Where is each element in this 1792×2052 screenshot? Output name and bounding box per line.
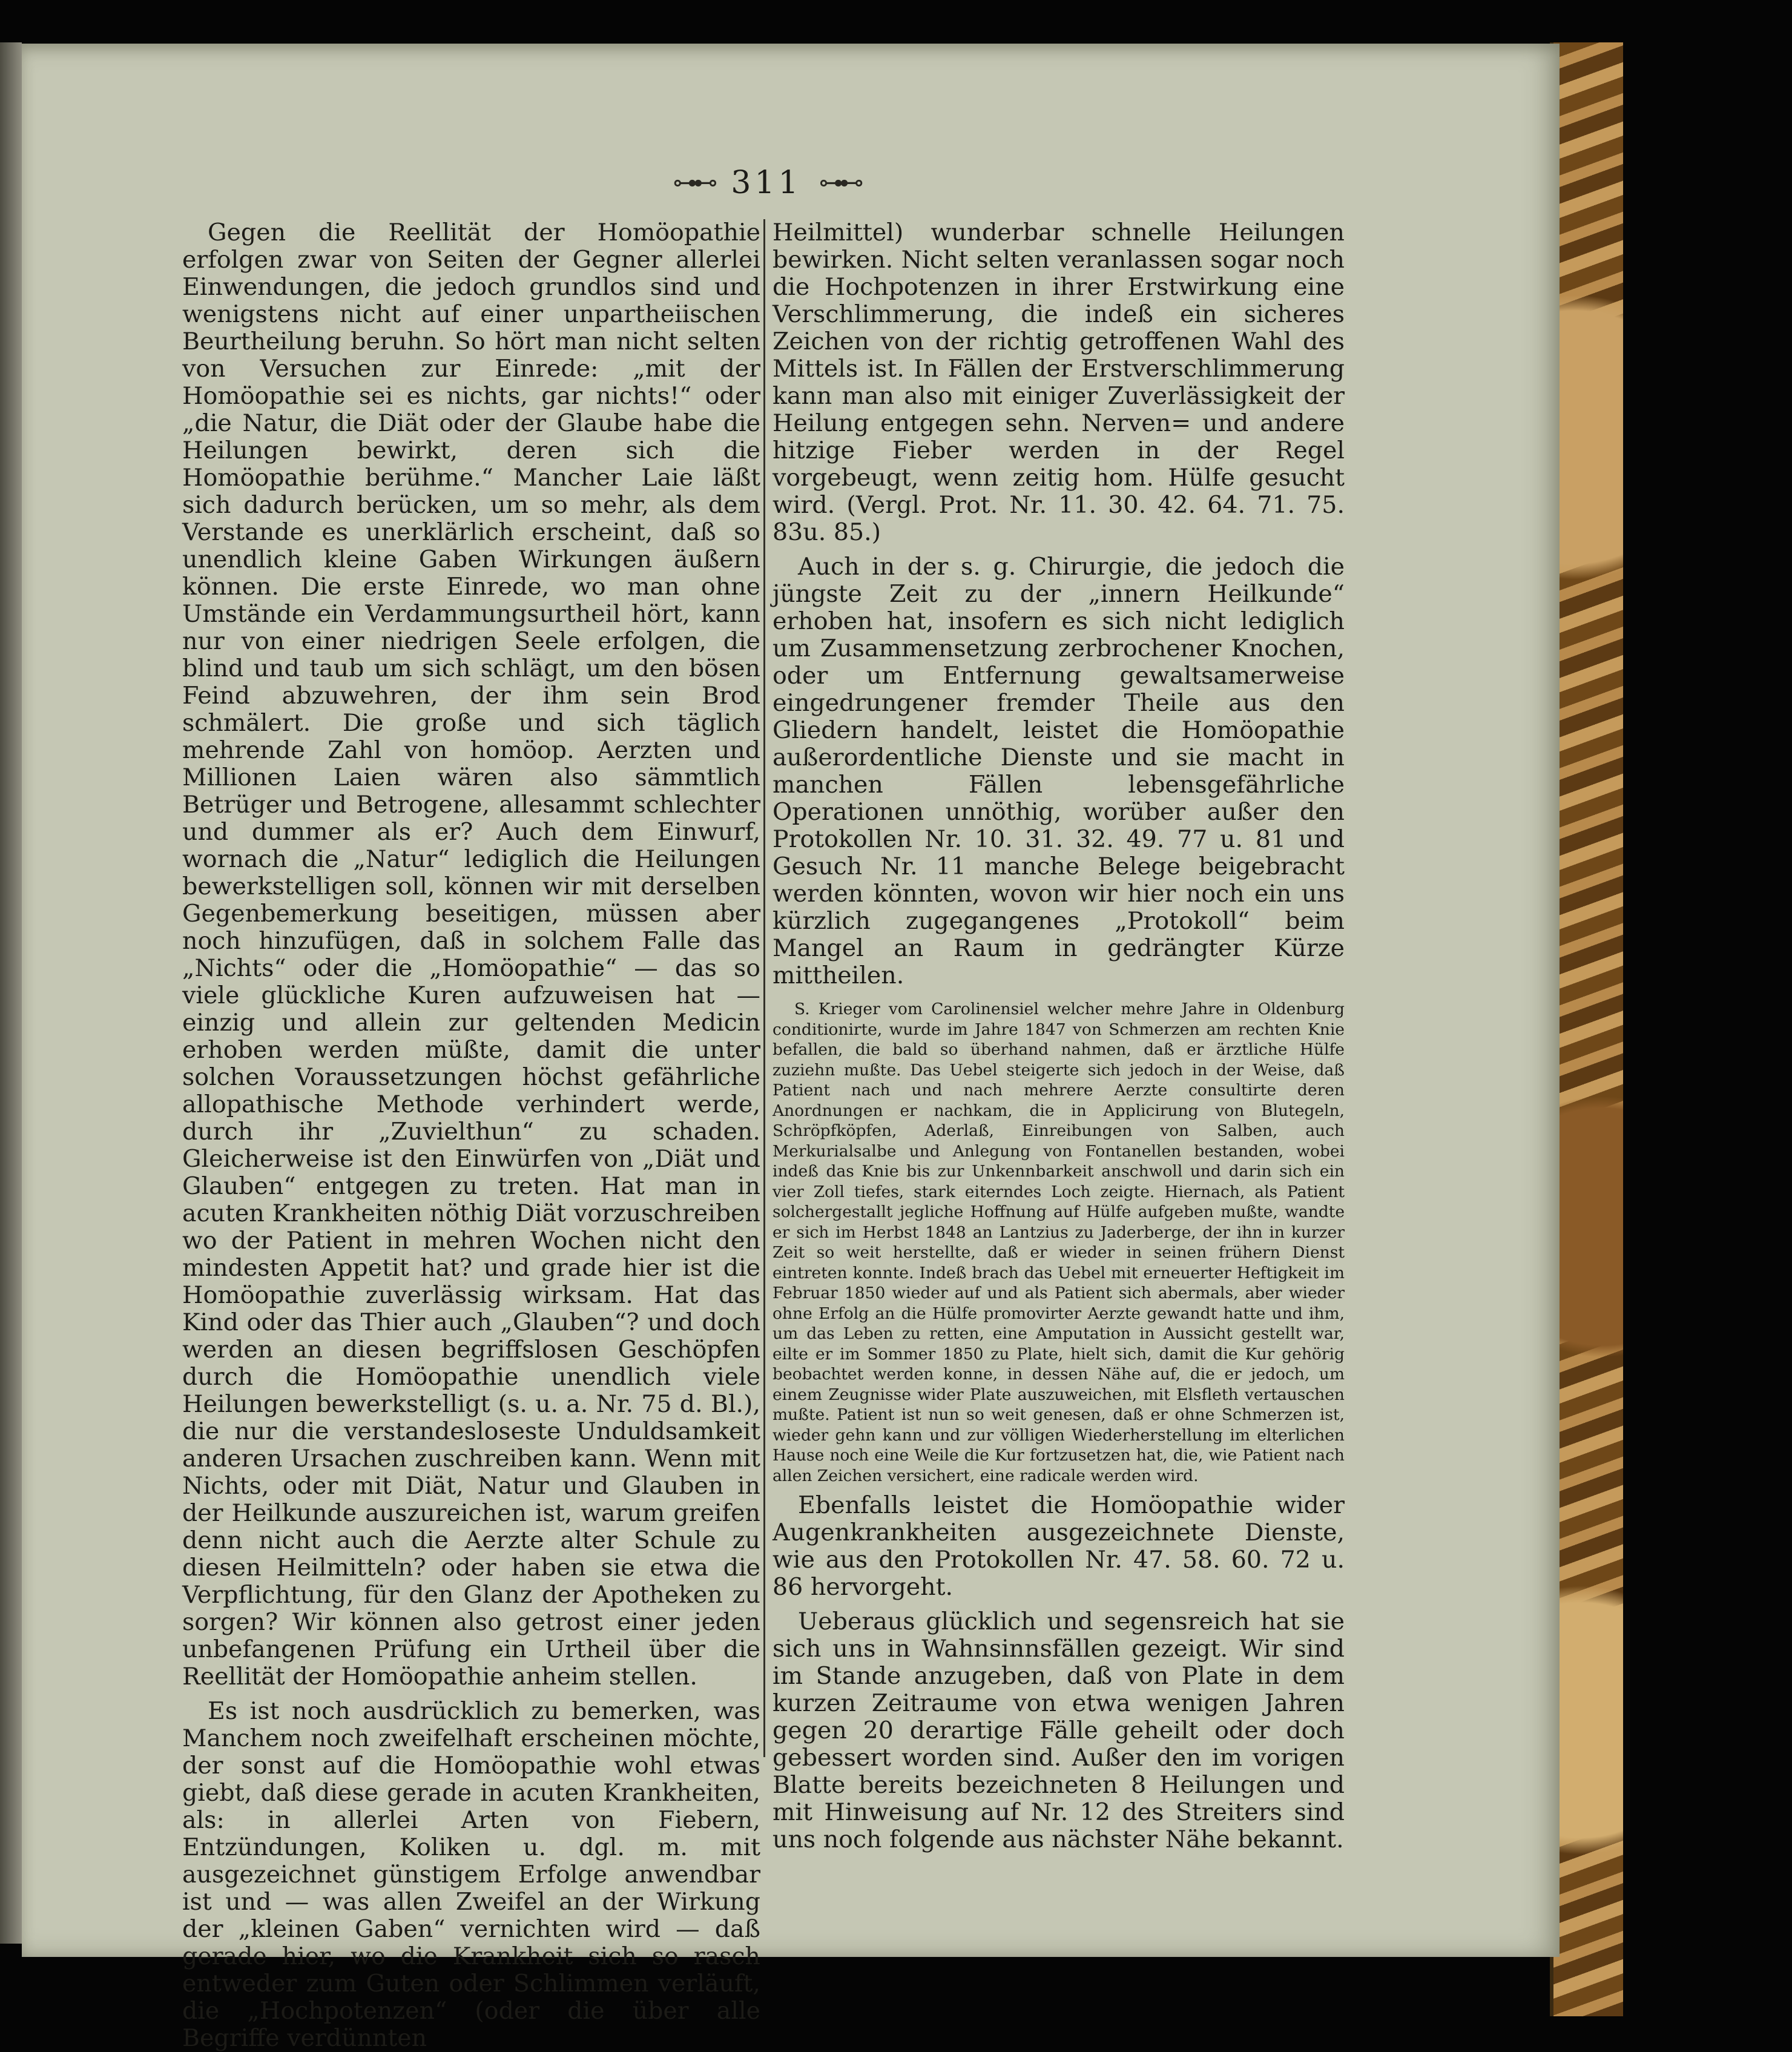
ornament-right-icon: ⊶⊷ <box>819 169 860 197</box>
paragraph-acute-diseases: Es ist noch ausdrücklich zu bemerken, was Manchem noch zweifelhaft erscheinen möchte, der sonst auf die Homöopathie wohl etwas giebt, daß diese gerade in acuten Krankheiten, als: in allerlei Arten von Fiebern, Entzündungen, Koliken u. dgl. m. mit ausgezeichnet günstigem Erfolge anwendbar ist und — was allen Zweifel an der Wirkung der „kleinen Gaben“ vernichten wird — daß gerade hier, wo die Krankheit sich so rasch entweder zum Guten oder Schlimmen verläuft, die „Hochpotenzen“ (oder die über alle Begriffe verdünnten <box>182 1697 760 2052</box>
page-header <box>639 159 894 207</box>
ornament-left-icon: ⊶⊷ <box>673 169 714 197</box>
paragraph-surgery: Auch in der s. g. Chirurgie, die jedoch die jüngste Zeit zu der „innern Heilkunde“ erhoben hat, insofern es sich nicht lediglich um Zusammensetzung zerbrochener Knochen, oder um Entfernung gewaltsamerweise eingedrungener fremder Theile aus den Gliedern handelt, leistet die Homöopathie außerordentliche Dienste und sie macht in manchen Fällen lebensgefährliche Operationen unnöthig, worüber außer den Protokollen Nr. 10. 31. 32. 49. 77 u. 81 und Gesuch Nr. 11 manche Belege beigebracht werden könnten, wovon wir hier noch ein uns kürzlich zugegangenes „Protokoll“ beim Mangel an Raum in gedrängter Kürze mittheilen. <box>772 553 1345 989</box>
previous-page-edge <box>0 42 22 1944</box>
paragraph-insanity-cases: Ueberaus glücklich und segensreich hat sie sich uns in Wahnsinnsfällen gezeigt. Wir sind im Stande anzugeben, daß von Plate in dem kurzen Zeitraume von etwa wenigen Jahren gegen 20 derartige Fälle geheilt oder doch gebessert worden sind. Außer den im vorigen Blatte bereits bezeichneten 8 Heilungen und mit Hinweisung auf Nr. 12 des Streiters sind uns noch folgende aus nächster Nähe bekannt. <box>772 1608 1345 1853</box>
paragraph-reality-objections: Gegen die Reellität der Homöopathie erfolgen zwar von Seiten der Gegner allerlei Einwendungen, die jedoch grundlos sind und wenigstens nicht auf einer unpartheiischen Beurtheilung beruhn. So hört man nicht selten von Versuchen zur Einrede: „mit der Homöopathie sei es nichts, gar nichts!“ oder „die Natur, die Diät oder der Glaube habe die Heilungen bewirkt, deren sich die Homöopathie berühme.“ Mancher Laie läßt sich dadurch berücken, um so mehr, als dem Verstande es unerklärlich erscheint, daß so unendlich kleine Gaben Wirkungen äußern können. Die erste Einrede, wo man ohne Umstände ein Verdammungsurtheil hört, kann nur von einer niedrigen Seele erfolgen, die blind und taub um sich schlägt, um den bösen Feind abzuwehren, der ihm sein Brod schmälert. Die große und sich täglich mehrende Zahl von homöop. Aerzten und Millionen Laien wären also sämmtlich Betrüger und Betrogene, allesammt schlechter und dummer als er? Auch dem Einwurf, wornach die „Natur“ lediglich die Heilungen bewerkstelligen soll, können wir mit derselben Gegenbemerkung beseitigen, müssen aber noch hinzufügen, daß in solchem Falle das „Nichts“ oder die „Homöopathie“ — das so viele glückliche Kuren aufzuweisen hat — einzig und allein zur geltenden Medicin erhoben werden müßte, damit die unter solchen Voraussetzungen höchst gefährliche allopathische Methode verhindert werde, durch ihr „Zuvielthun“ zu schaden. Gleicherweise ist den Einwürfen von „Diät und Glauben“ entgegen zu treten. Hat man in acuten Krankheiten nöthig Diät vorzuschreiben wo der Patient in mehren Wochen nicht den mindesten Appetit hat? und grade hier ist die Homöopathie zuverlässig wirksam. Hat das Kind oder das Thier auch „Glauben“? und doch werden an diesen begriffslosen Geschöpfen durch die Homöopathie unendlich viele Heilungen bewerkstelligt (s. u. a. Nr. 75 d. Bl.), die nur die verstandesloseste Unduldsamkeit anderen Ursachen zuschreiben kann. Wenn mit Nichts, oder mit Diät, Natur und Glauben in der Heilkunde auszureichen ist, warum greifen denn nicht auch die Aerzte alter Schule zu diesen Heilmitteln? oder haben sie etwa die Verpflichtung, für den Glanz der Apotheken zu sorgen? Wir können also getrost einer jeden unbefangenen Prüfung ein Urtheil über die Reellität der Homöopathie anheim stellen. <box>182 219 760 1691</box>
book-page <box>22 44 1560 2052</box>
page-number: 311 <box>731 165 802 201</box>
paragraph-eye-diseases: Ebenfalls leistet die Homöopathie wider Augenkrankheiten ausgezeichnete Dienste, wie aus den Protokollen Nr. 47. 58. 60. 72 u. 86 hervorgeht. <box>772 1491 1345 1601</box>
marbled-cover-board <box>1550 42 1623 2016</box>
paragraph-remedies-continued: Heilmittel) wunderbar schnelle Heilungen bewirken. Nicht selten veranlassen sogar noch die Hochpotenzen in ihrer Erstwirkung eine Verschlimmerung, die indeß ein sicheres Zeichen von der richtig getroffenen Wahl des Mittels ist. In Fällen der Erstverschlimmerung kann man also mit einiger Zuverlässigkeit der Heilung entgegen sehn. Nerven= und andere hitzige Fieber werden in der Regel vorgebeugt, wenn zeitig hom. Hülfe gesucht wird. (Vergl. Prot. Nr. 11. 30. 42. 64. 71. 75. 83u. 85.) <box>772 219 1345 546</box>
left-column <box>182 219 760 2052</box>
protocol-case-report: S. Krieger vom Carolinensiel welcher mehre Jahre in Oldenburg conditionirte, wurde im Jahre 1847 von Schmerzen am rechten Knie befallen, die bald so überhand nahmen, daß er ärztliche Hülfe zuziehn mußte. Das Uebel steigerte sich jedoch in der Weise, daß Patient nach und nach mehrere Aerzte consultirte deren Anordnungen er nachkam, die in Applicirung von Blutegeln, Schröpfköpfen, Aderlaß, Einreibungen von Salben, auch Merkurialsalbe und Anlegung von Fontanellen bestanden, wobei indeß das Knie bis zur Unkennbarkeit anschwoll und darin sich ein vier Zoll tiefes, stark eiterndes Loch zeigte. Hiernach, als Patient solchergestallt jegliche Hoffnung auf Hülfe aufgeben mußte, wandte er sich im Herbst 1848 an Lantzius zu Jaderberge, der ihn in kurzer Zeit so weit herstellte, daß er wieder in seinen frühern Dienst eintreten konnte. Indeß brach das Uebel mit erneuerter Heftigkeit im Februar 1850 wieder auf und als Patient sich abermals, aber wieder ohne Erfolg an die Hülfe promovirter Aerzte gewandt hatte und ihm, um das Leben zu retten, eine Amputation in Aussicht gestellt war, eilte er im Sommer 1850 zu Plate, hielt sich, damit die Kur gehörig beobachtet werden konne, in dessen Nähe auf, die er jedoch, um einem Zeugnisse wider Plate auszuweichen, mit Elsfleth vertauschen mußte. Patient ist nun so weit genesen, daß er ohne Schmerzen ist, wieder gehn kann und zur völligen Wiederherstellung im elterlichen Hause noch eine Weile die Kur fortzusetzen hat, die, wie Patient nach allen Zeichen versichert, eine radicale werden wird. <box>772 1000 1345 1485</box>
right-column <box>772 219 1345 1853</box>
column-divider <box>763 219 765 1757</box>
